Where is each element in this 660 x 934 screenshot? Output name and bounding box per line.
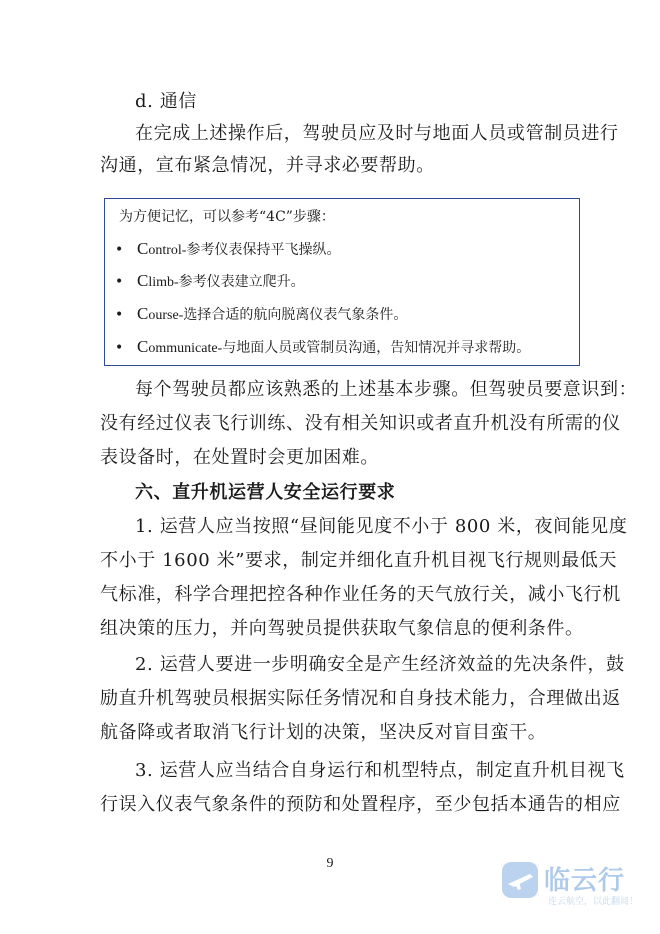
p1-line: 气标准，科学合理把控各种作业任务的天气放行关，减小飞行机 — [100, 584, 621, 605]
box-item-course — [115, 304, 407, 326]
item-initial: C — [137, 304, 149, 323]
plane-logo-icon — [500, 860, 540, 900]
p1-line: 不小于 1600 米”要求，制定并细化直升机目视飞行规则最低天 — [100, 550, 618, 571]
p2-line: 2. 运营人要进一步明确安全是产生经济效益的先决条件，鼓 — [135, 654, 625, 675]
item-text: ommunicate-与地面人员或管制员沟通，告知情况并寻求帮助。 — [148, 341, 531, 356]
page-number: 9 — [326, 856, 334, 871]
section-d-title: d. 通信 — [135, 91, 197, 112]
para-line: 每个驾驶员都应该熟悉的上述基本步骤。但驾驶员要意识到： — [135, 379, 638, 400]
watermark-logo — [500, 858, 650, 910]
item-initial: C — [137, 271, 149, 290]
p1-line: 组决策的压力，并向驾驶员提供获取气象信息的便利条件。 — [100, 618, 584, 639]
bullet-icon: • — [115, 274, 124, 290]
item-text: limb-参考仪表建立爬升。 — [148, 275, 305, 290]
p2-line: 励直升机驾驶员根据实际任务情况和自身技术能力，合理做出返 — [100, 688, 621, 709]
p2-line: 航备降或者取消飞行计划的决策，坚决反对盲目蛮干。 — [100, 722, 547, 743]
4c-steps-box — [104, 198, 580, 366]
section-d-text-line-1: 在完成上述操作后，驾驶员应及时与地面人员或管制员进行 — [135, 123, 619, 144]
para-line: 没有经过仪表飞行训练、没有相关知识或者直升机没有所需的仪 — [100, 413, 621, 434]
p3-line: 3. 运营人应当结合自身运行和机型特点，制定直升机目视飞 — [135, 760, 625, 781]
p3-line: 行误入仪表气象条件的预防和处置程序，至少包括本通告的相应 — [100, 794, 621, 815]
item-text: ourse-选择合适的航向脱离仪表气象条件。 — [148, 308, 408, 323]
item-initial: C — [137, 239, 149, 258]
watermark-name: 临云行 — [544, 866, 626, 896]
para-line: 表设备时，在处置时会更加困难。 — [100, 447, 379, 468]
box-item-communicate — [115, 337, 530, 359]
bullet-icon: • — [115, 242, 124, 258]
watermark-tagline: 连云航空，以此翻阅！ — [548, 897, 639, 907]
section-d-text-line-2: 沟通，宣布紧急情况，并寻求必要帮助。 — [100, 155, 435, 176]
box-item-control — [115, 239, 340, 261]
item-initial: C — [137, 337, 149, 356]
bullet-icon: • — [115, 340, 124, 356]
p1-line: 1. 运营人应当按照“昼间能见度不小于 800 米，夜间能见度 — [135, 516, 628, 537]
section-6-heading: 六、直升机运营人安全运行要求 — [135, 482, 396, 503]
item-text: ontrol-参考仪表保持平飞操纵。 — [148, 243, 341, 258]
bullet-icon: • — [115, 307, 124, 323]
box-intro: 为方便记忆，可以参考“4C”步骤： — [119, 209, 335, 225]
box-item-climb — [115, 271, 305, 293]
